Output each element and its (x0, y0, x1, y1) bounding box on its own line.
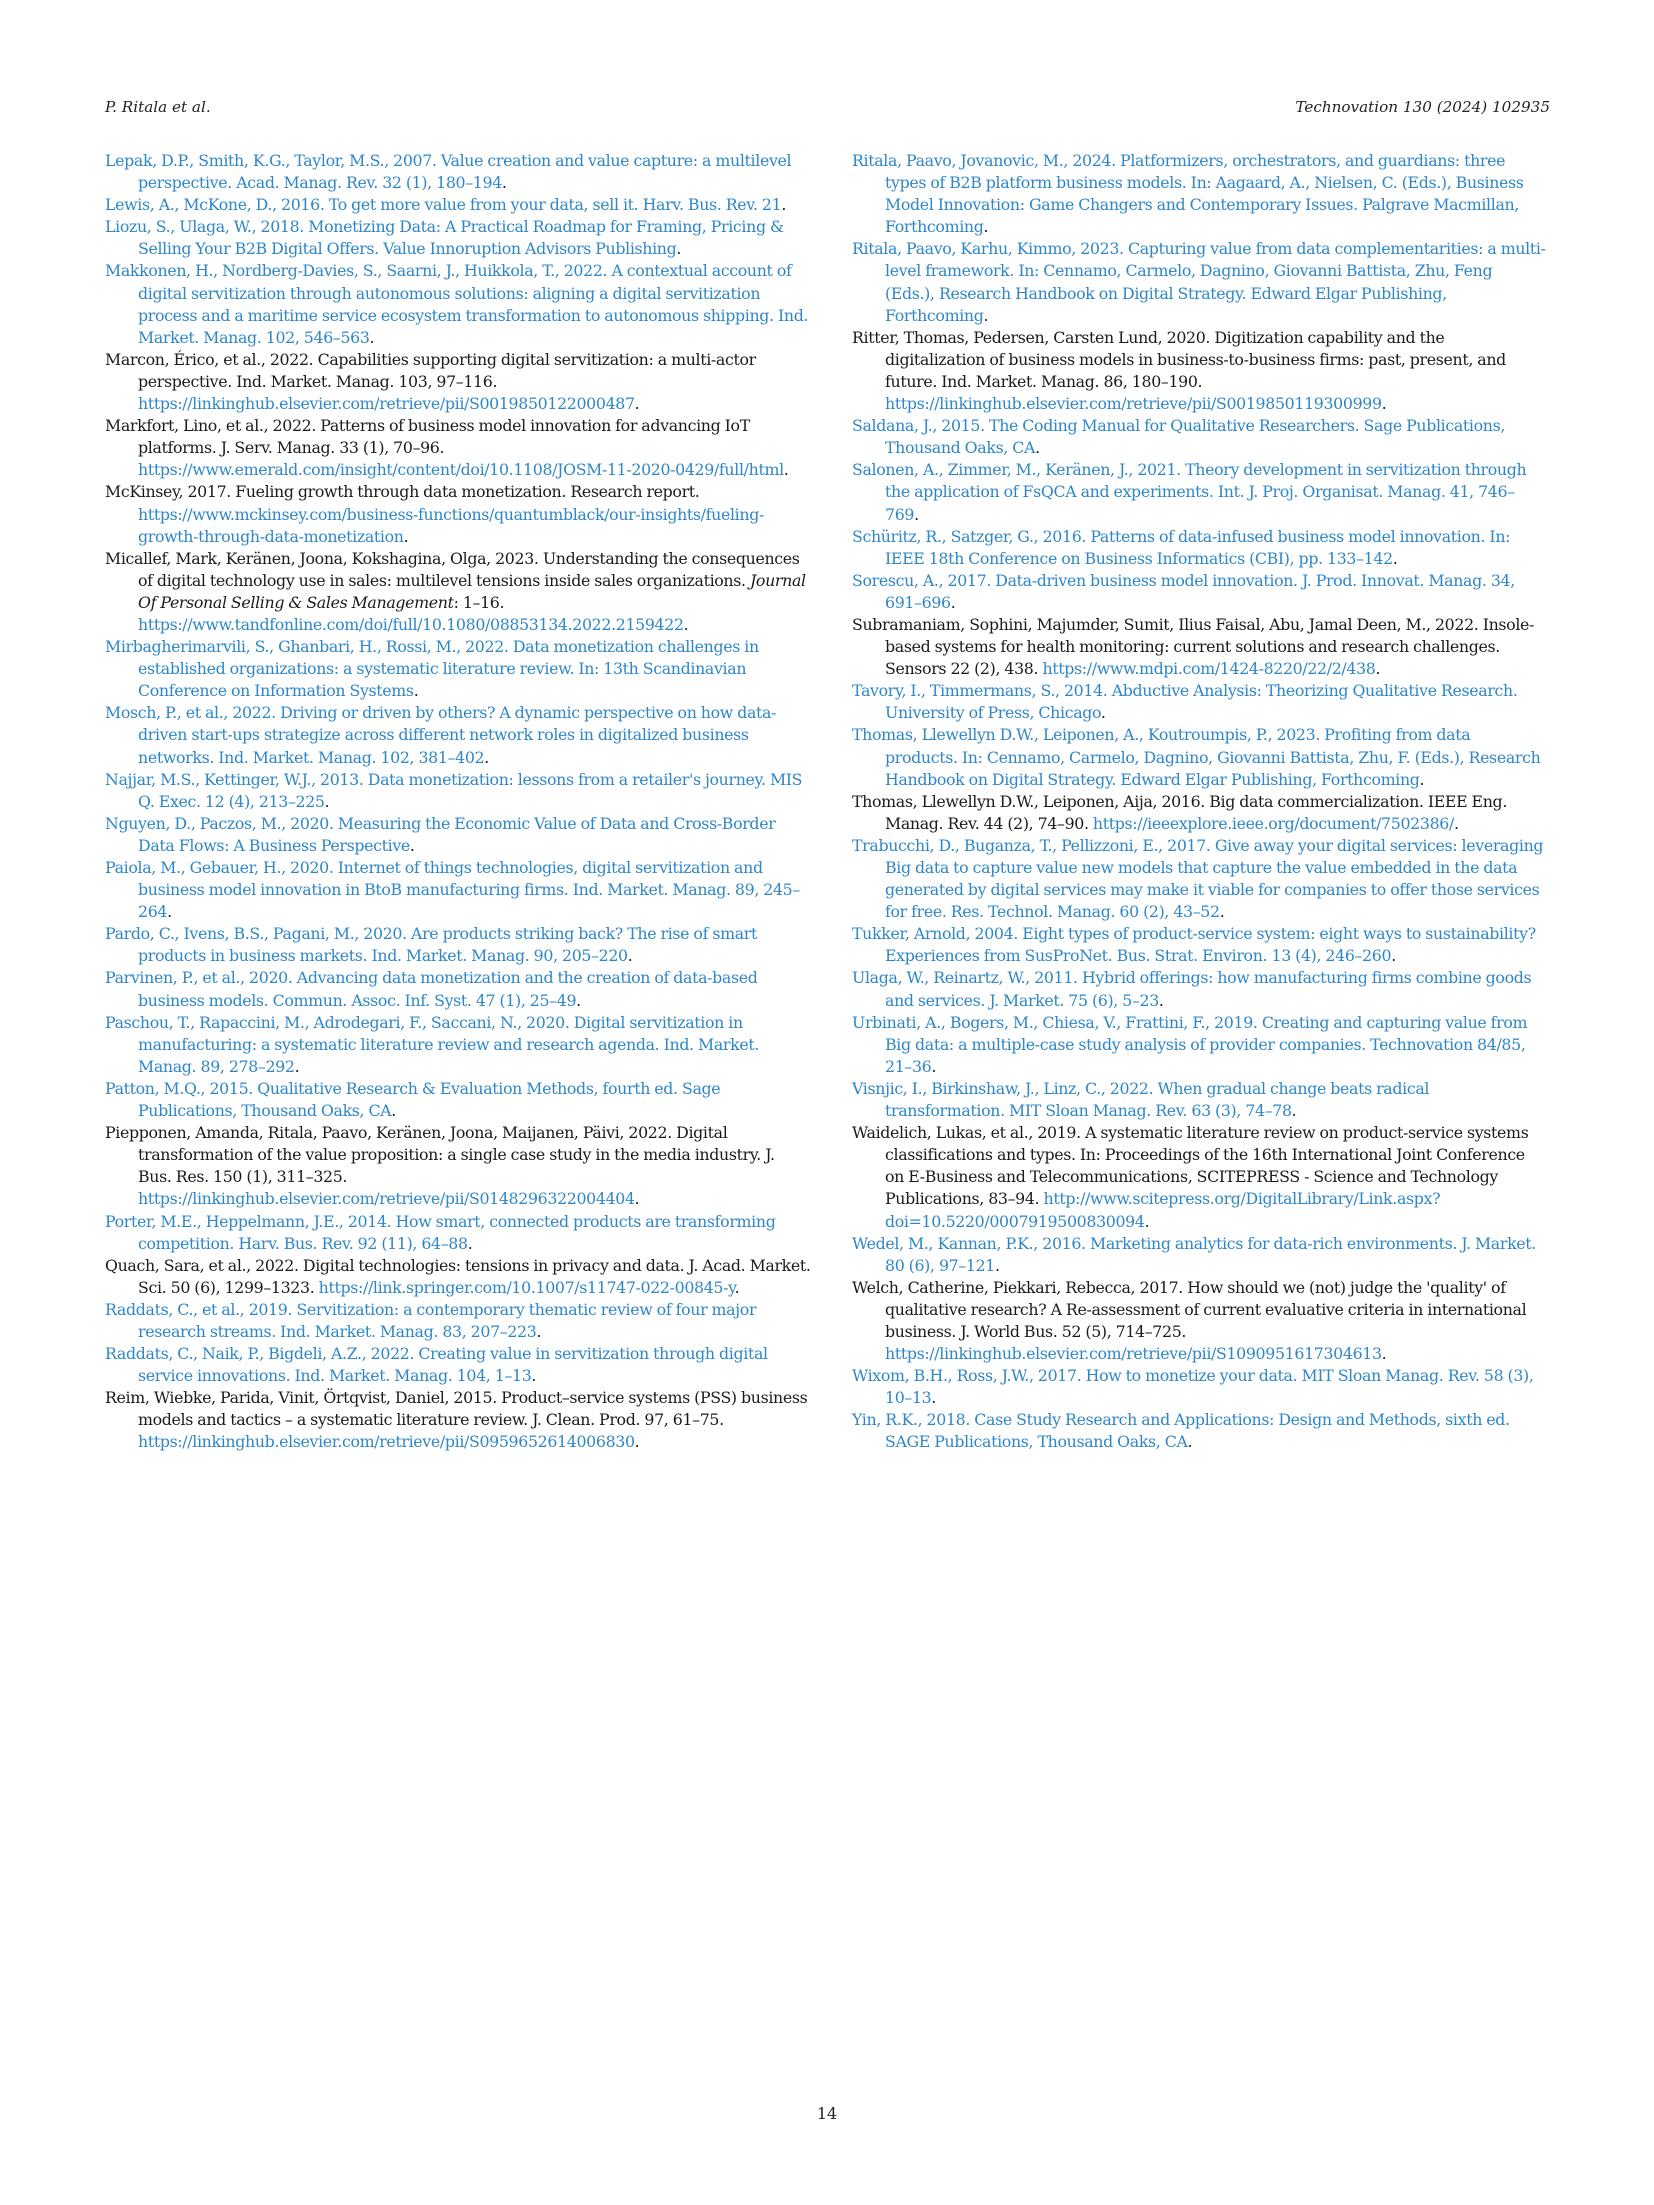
reference-entry[interactable] (852, 1012, 1546, 1078)
reference-entry[interactable] (852, 835, 1546, 923)
reference-link-text[interactable]: Ritala, Paavo, Jovanovic, M., 2024. Platformizers, orchestrators, and guardians: three types of B2B platform business models. In: Aagaard, A., Nielsen, C. (Eds.), Business Model Innovation: Game Changers and Contemporary Issues. Palgrave Macmillan, Forthcoming (852, 151, 1524, 237)
reference-url-link[interactable]: https://linkinghub.elsevier.com/retrieve/pii/S0148296322004404 (138, 1189, 635, 1209)
reference-end-period: . (634, 1432, 640, 1452)
reference-link-text[interactable]: Urbinati, A., Bogers, M., Chiesa, V., Frattini, F., 2019. Creating and capturing value from Big data: a multiple-case study analysis of provider companies. Technovation 84/85, 21–36 (852, 1012, 1528, 1076)
reference-end-period: . (1291, 1101, 1297, 1121)
reference-text: Reim, Wiebke, Parida, Vinit, Örtqvist, Daniel, 2015. Product–service systems (PSS) business models and tactics – a systematic literature review. J. Clean. Prod. 97, 61–75. (105, 1388, 808, 1430)
running-header-journal: Technovation 130 (2024) 102935 (1295, 98, 1550, 116)
reference-entry[interactable] (852, 1365, 1546, 1409)
reference-link-text[interactable]: Mosch, P., et al., 2022. Driving or driven by others? A dynamic perspective on how data-driven start-ups strategize across different network roles in digitalized business networks. Ind. Market. Manag. 102, 381–402 (105, 703, 777, 767)
reference-end-period: . (413, 681, 419, 701)
references-left-column (105, 150, 811, 1454)
reference-link-text[interactable]: Najjar, M.S., Kettinger, W.J., 2013. Data monetization: lessons from a retailer's journey. MIS Q. Exec. 12 (4), 213–225 (105, 769, 803, 811)
reference-end-period: . (1100, 703, 1106, 723)
reference-link-text[interactable]: Salonen, A., Zimmer, M., Keränen, J., 2021. Theory development in servitization through the application of FsQCA and experiments. Int. J. Proj. Organisat. Manag. 41, 746–769 (852, 460, 1527, 524)
reference-entry[interactable] (105, 216, 811, 260)
reference-entry[interactable] (852, 526, 1546, 570)
reference-end-period: . (781, 195, 786, 215)
reference-entry (105, 1255, 811, 1299)
reference-entry (852, 1122, 1546, 1232)
reference-end-period: . (1381, 1344, 1387, 1364)
reference-entry[interactable] (105, 813, 811, 857)
reference-end-period: . (634, 1189, 640, 1209)
reference-text: Markfort, Lino, et al., 2022. Patterns of business model innovation for advancing IoT platforms. J. Serv. Manag. 33 (1), 70–96. (105, 416, 750, 458)
reference-url-link[interactable]: https://linkinghub.elsevier.com/retrieve/pii/S0019850122000487 (138, 394, 635, 414)
reference-end-period: . (167, 902, 172, 922)
reference-link-text[interactable]: Patton, M.Q., 2015. Qualitative Research & Evaluation Methods, fourth ed. Sage Publications, Thousand Oaks, CA (105, 1078, 721, 1121)
reference-link-text[interactable]: Parvinen, P., et al., 2020. Advancing data monetization and the creation of data-based business models. Commun. Assoc. Inf. Syst. 47 (1), 25–49 (105, 968, 758, 1010)
reference-entry[interactable] (105, 702, 811, 768)
reference-url-link[interactable]: http://www.scitepress.org/DigitalLibrary/Link.aspx?doi=10.5220/0007919500830094 (885, 1189, 1441, 1231)
running-header-authors: P. Ritala et al. (105, 98, 211, 116)
reference-link-text[interactable]: Ritala, Paavo, Karhu, Kimmo, 2023. Capturing value from data complementarities: a multi-level framework. In: Cennamo, Carmelo, Dagnino, Giovanni Battista, Zhu, Feng (Eds.), Research Handbook on Digital Strategy. Edward Elgar Publishing, Forthcoming (852, 239, 1546, 325)
reference-entry (105, 481, 811, 547)
reference-entry[interactable] (105, 857, 811, 923)
reference-text: Waidelich, Lukas, et al., 2019. A systematic literature review on product-service systems classifications and types. In: Proceedings of the 16th International Joint Conference on E-Business and Telecommunications, SCITEPRESS - Science and Technology Publications, 83–94. (852, 1123, 1529, 1209)
reference-entry[interactable] (852, 415, 1546, 459)
reference-link-text[interactable]: Wedel, M., Kannan, P.K., 2016. Marketing analytics for data-rich environments. J. Market. 80 (6), 97–121 (852, 1233, 1536, 1275)
reference-url-link[interactable]: https://linkinghub.elsevier.com/retrieve/pii/S0019850119300999 (885, 394, 1382, 414)
reference-end-period: . (931, 1388, 937, 1408)
reference-end-period: . (467, 1233, 473, 1253)
reference-link-text[interactable]: Wixom, B.H., Ross, J.W., 2017. How to monetize your data. MIT Sloan Manag. Rev. 58 (3), 10–13 (852, 1366, 1534, 1408)
reference-text: Piepponen, Amanda, Ritala, Paavo, Keränen, Joona, Maijanen, Päivi, 2022. Digital transformation of the value proposition: a single case study in the media industry. J. Bus. Res. 150 (1), 311–325. (105, 1123, 775, 1187)
reference-link-text[interactable]: Yin, R.K., 2018. Case Study Research and Applications: Design and Methods, sixth ed. SAGE Publications, Thousand Oaks, CA (852, 1410, 1510, 1452)
reference-entry[interactable] (852, 570, 1546, 614)
reference-entry[interactable] (852, 923, 1546, 967)
reference-text: Thomas, Llewellyn D.W., Leiponen, Aija, 2016. Big data commercialization. IEEE Eng. Manag. Rev. 44 (2), 74–90. (852, 791, 1507, 833)
reference-entry[interactable] (852, 680, 1546, 724)
reference-end-period: . (409, 835, 415, 855)
reference-end-period: . (783, 460, 789, 480)
reference-url-link[interactable]: https://www.mckinsey.com/business-functions/quantumblack/our-insights/fueling-growth-through-data-monetization (138, 504, 764, 546)
reference-entry[interactable] (105, 194, 811, 216)
reference-link-text[interactable]: Porter, M.E., Heppelmann, J.E., 2014. How smart, connected products are transforming competition. Harv. Bus. Rev. 92 (11), 64–88 (105, 1211, 776, 1253)
reference-link-text[interactable]: Liozu, S., Ulaga, W., 2018. Monetizing Data: A Practical Roadmap for Framing, Pricing & Selling Your B2B Digital Offers. Value Innoruption Advisors Publishing (105, 217, 784, 259)
reference-url-link[interactable]: https://www.tandfonline.com/doi/full/10.1080/08853134.2022.2159422 (138, 614, 684, 634)
reference-entry (852, 327, 1546, 415)
reference-link-text[interactable]: Mirbagherimarvili, S., Ghanbari, H., Rossi, M., 2022. Data monetization challenges in established organizations: a systematic literature review. In: 13th Scandinavian Conference on Information Systems (105, 637, 759, 701)
reference-end-period: . (931, 1056, 937, 1076)
reference-end-period: . (627, 946, 633, 966)
reference-text: McKinsey, 2017. Fueling growth through data monetization. Research report. (105, 482, 700, 502)
reference-end-period: . (484, 747, 489, 767)
reference-entry[interactable] (105, 1211, 811, 1255)
reference-link-text[interactable]: Thomas, Llewellyn D.W., Leiponen, A., Koutroumpis, P., 2023. Profiting from data products. In: Cennamo, Carmelo, Dagnino, Giovanni Battista, Zhu, F. (Eds.), Research Handbook on Digital Strategy. Edward Elgar Publishing, Forthcoming (852, 725, 1541, 789)
reference-link-text[interactable]: Lepak, D.P., Smith, K.G., Taylor, M.S., 2007. Value creation and value capture: a multilevel perspective. Acad. Manag. Rev. 32 (1), 180–194 (105, 151, 792, 193)
reference-end-period: . (1035, 438, 1040, 458)
reference-url-link[interactable]: https://linkinghub.elsevier.com/retrieve/pii/S0959652614006830 (138, 1432, 635, 1452)
reference-entry (852, 614, 1546, 680)
reference-entry[interactable] (105, 769, 811, 813)
reference-text: Quach, Sara, et al., 2022. Digital technologies: tensions in privacy and data. J. Acad. Market. Sci. 50 (6), 1299–1323. (105, 1255, 811, 1297)
reference-end-period: . (1158, 990, 1164, 1010)
reference-entry[interactable] (852, 967, 1546, 1011)
reference-end-period: . (1392, 548, 1398, 568)
reference-link-text[interactable]: Trabucchi, D., Buganza, T., Pellizzoni, E., 2017. Give away your digital services: leveraging Big data to capture value new models that capture the value embedded in the data generated by digital services may make it viable for companies to offer those services for free. Res. Technol. Manag. 60 (2), 43–52 (852, 835, 1544, 922)
reference-end-period: . (1375, 659, 1381, 679)
reference-entry[interactable] (105, 1078, 811, 1122)
reference-end-period: . (676, 239, 682, 259)
reference-link-text[interactable]: Schüritz, R., Satzger, G., 2016. Patterns of data-infused business model innovation. In: IEEE 18th Conference on Business Informatics (CBI), pp. 133–142 (852, 526, 1511, 568)
reference-end-period: . (1419, 769, 1425, 789)
reference-end-period: . (531, 1366, 537, 1386)
reference-entry (105, 548, 811, 636)
reference-entry[interactable] (105, 1299, 811, 1343)
reference-url-link[interactable]: https://www.mdpi.com/1424-8220/22/2/438 (1042, 659, 1376, 679)
reference-end-period: . (536, 1321, 542, 1341)
reference-entry[interactable] (105, 967, 811, 1011)
reference-text: Ritter, Thomas, Pedersen, Carsten Lund, 2020. Digitization capability and the digitalization of business models in business-to-business firms: past, present, and future. Ind. Market. Manag. 86, 180–190. (852, 327, 1506, 391)
reference-url-link[interactable]: https://www.emerald.com/insight/content/doi/10.1108/JOSM-11-2020-0429/full/html (138, 460, 784, 480)
reference-end-period: . (294, 1056, 300, 1076)
reference-entry[interactable] (852, 238, 1546, 326)
reference-end-period: . (1453, 813, 1459, 833)
page-number: 14 (816, 2104, 838, 2123)
reference-end-period: . (1187, 1432, 1193, 1452)
reference-end-period: . (995, 1255, 1000, 1275)
reference-text: Marcon, Érico, et al., 2022. Capabilities supporting digital servitization: a multi-actor perspective. Ind. Market. Manag. 103, 97–116. (105, 349, 756, 391)
reference-end-period: . (1219, 902, 1225, 922)
reference-link-text[interactable]: Makkonen, H., Nordberg-Davies, S., Saarni, J., Huikkola, T., 2022. A contextual account of digital servitization through autonomous solutions: aligning a digital servitization process and a maritime service ecosystem transformation to autonomous shipping. Ind. Market. Manag. 102, 546–563 (105, 261, 809, 347)
reference-entry (105, 415, 811, 481)
reference-url-link[interactable]: https://ieeexplore.ieee.org/document/7502386/ (1092, 813, 1454, 833)
reference-link-text[interactable]: Tukker, Arnold, 2004. Eight types of product-service system: eight ways to sustainability? Experiences from SusProNet. Bus. Strat. Environ. 13 (4), 246–260 (852, 924, 1536, 966)
reference-url-link[interactable]: https://linkinghub.elsevier.com/retrieve/pii/S1090951617304613 (885, 1344, 1382, 1364)
reference-link-text[interactable]: Sorescu, A., 2017. Data-driven business model innovation. J. Prod. Innovat. Manag. 34, 691–696 (852, 570, 1515, 612)
reference-text: Subramaniam, Sophini, Majumder, Sumit, Ilius Faisal, Abu, Jamal Deen, M., 2022. Insole-based systems for health monitoring: current solutions and research challenges. Sensors 22 (2), 438. (852, 614, 1535, 679)
reference-link-text[interactable]: Visnjic, I., Birkinshaw, J., Linz, C., 2022. When gradual change beats radical transformation. MIT Sloan Manag. Rev. 63 (3), 74–78 (852, 1078, 1430, 1121)
reference-end-period: . (324, 791, 330, 811)
reference-end-period: . (501, 173, 507, 193)
reference-entry (852, 1277, 1546, 1365)
reference-end-period: . (683, 614, 689, 634)
reference-end-period: . (914, 504, 919, 524)
reference-link-text[interactable]: Paschou, T., Rapaccini, M., Adrodegari, F., Saccani, N., 2020. Digital servitization in manufacturing: a systematic literature review and research agenda. Ind. Market. Manag. 89, 278–292 (105, 1012, 760, 1076)
reference-end-period: . (369, 327, 375, 347)
reference-entry (105, 1387, 811, 1453)
reference-entry[interactable] (852, 1078, 1546, 1122)
reference-end-period: . (403, 526, 409, 546)
reference-text: Micallef, Mark, Keränen, Joona, Kokshagina, Olga, 2023. Understanding the consequences of digital technology use in sales: multilevel tensions inside sales organizations. (105, 548, 800, 590)
reference-entry[interactable] (852, 1233, 1546, 1277)
reference-end-period: . (983, 217, 989, 237)
reference-link-text[interactable]: Nguyen, D., Paczos, M., 2020. Measuring the Economic Value of Data and Cross-Border Data Flows: A Business Perspective (105, 813, 776, 855)
reference-entry[interactable] (105, 260, 811, 348)
reference-entry[interactable] (852, 150, 1546, 238)
reference-end-period: . (950, 592, 956, 612)
reference-journal-title: Journal Of Personal Selling & Sales Management (138, 570, 806, 612)
reference-end-period: . (1391, 946, 1396, 966)
reference-entry (852, 791, 1546, 835)
reference-entry[interactable] (852, 459, 1546, 525)
reference-entry[interactable] (852, 724, 1546, 790)
reference-entry[interactable] (105, 1343, 811, 1387)
reference-entry[interactable] (105, 150, 811, 194)
reference-end-period: . (576, 990, 581, 1010)
reference-end-period: . (1381, 394, 1387, 414)
reference-entry[interactable] (105, 923, 811, 967)
reference-end-period: . (1144, 1211, 1150, 1231)
reference-entry[interactable] (105, 1012, 811, 1078)
reference-end-period: . (983, 305, 989, 325)
reference-link-text[interactable]: Raddats, C., et al., 2019. Servitization: a contemporary thematic review of four major research streams. Ind. Market. Manag. 83, 207–223 (105, 1299, 757, 1341)
reference-link-text[interactable]: Raddats, C., Naik, P., Bigdeli, A.Z., 2022. Creating value in servitization through digital service innovations. Ind. Market. Manag. 104, 1–13 (105, 1344, 768, 1386)
reference-link-text[interactable]: Pardo, C., Ivens, B.S., Pagani, M., 2020. Are products striking back? The rise of smart products in business markets. Ind. Market. Manag. 90, 205–220 (105, 924, 757, 966)
reference-url-link[interactable]: https://link.springer.com/10.1007/s11747-022-00845-y (318, 1277, 735, 1297)
reference-link-text[interactable]: Tavory, I., Timmermans, S., 2014. Abductive Analysis: Theorizing Qualitative Research. University of Press, Chicago (852, 681, 1518, 723)
reference-link-text[interactable]: Ulaga, W., Reinartz, W., 2011. Hybrid offerings: how manufacturing firms combine goods and services. J. Market. 75 (6), 5–23 (852, 968, 1532, 1010)
reference-entry[interactable] (852, 1409, 1546, 1453)
references-right-column (852, 150, 1546, 1454)
reference-link-text[interactable]: Saldana, J., 2015. The Coding Manual for Qualitative Researchers. Sage Publications, Thousand Oaks, CA (852, 416, 1506, 458)
reference-end-period: . (634, 394, 640, 414)
reference-link-text[interactable]: Lewis, A., McKone, D., 2016. To get more value from your data, sell it. Harv. Bus. Rev. 21 (105, 195, 782, 215)
reference-end-period: . (391, 1101, 396, 1121)
reference-entry (105, 1122, 811, 1210)
reference-entry[interactable] (105, 636, 811, 702)
reference-entry (105, 349, 811, 415)
reference-link-text[interactable]: Paiola, M., Gebauer, H., 2020. Internet of things technologies, digital servitization and business model innovation in BtoB manufacturing firms. Ind. Market. Manag. 89, 245–264 (105, 858, 800, 922)
reference-end-period: . (734, 1277, 740, 1297)
reference-text: Welch, Catherine, Piekkari, Rebecca, 2017. How should we (not) judge the 'quality' of qualitative research? A Re-assessment of current evaluative criteria in international business. J. World Bus. 52 (5), 714–725. (852, 1277, 1527, 1341)
reference-text-continued: : 1–16. (453, 592, 505, 612)
